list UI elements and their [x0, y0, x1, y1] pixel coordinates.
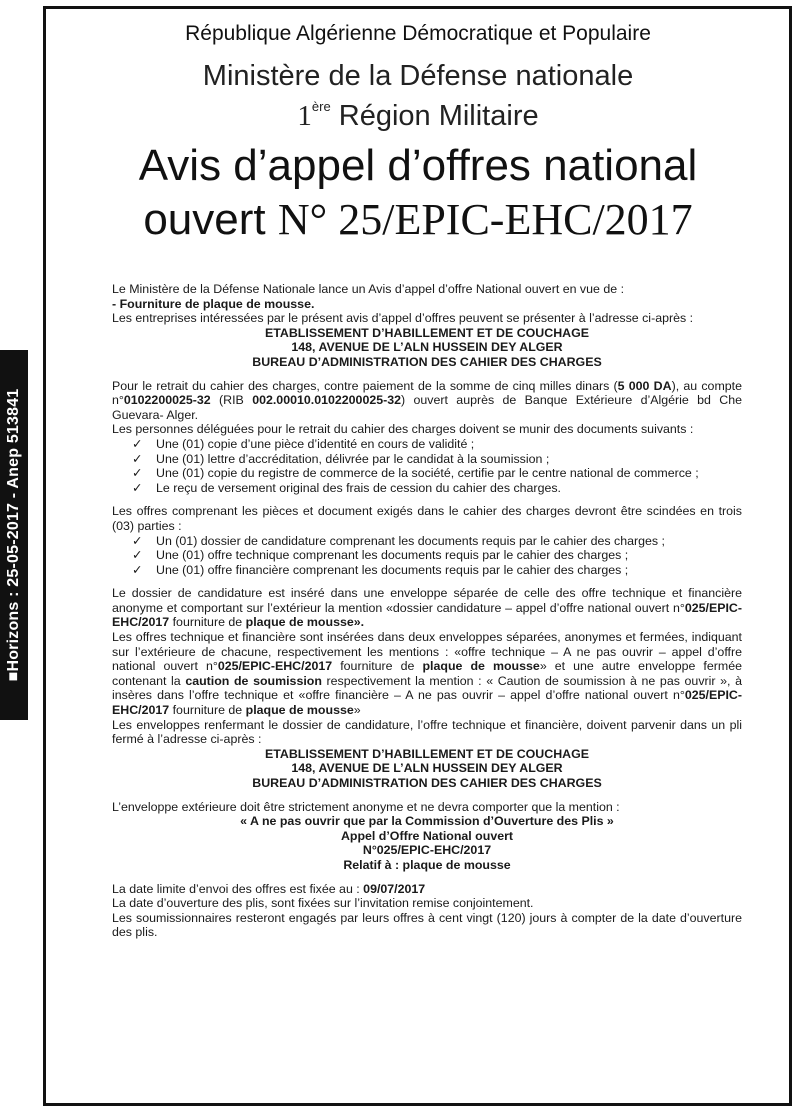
- ministry-heading: Ministère de la Défense nationale: [202, 60, 634, 92]
- region-heading: [46, 99, 790, 133]
- dossier-paragraph: Le dossier de candidature est inséré dans une enveloppe séparée de celle des offre technique et financière anonyme et comportant sur l’extérieur la mention «dossier candidature – appel d’offre national ouvert n°025/EPIC-EHC/2017 fourniture de plaque de mousse».: [112, 586, 742, 630]
- address1-line3: BUREAU D’ADMINISTRATION DES CAHIER DES CHARGES: [252, 354, 602, 369]
- offers-intro: Les offres comprenant les pièces et document exigés dans le cahier des charges devront être scindées en trois (03) parties :: [112, 504, 742, 533]
- region-number: 1: [297, 100, 312, 132]
- offres-paragraph: Les offres technique et financière sont insérées dans deux enveloppes séparées, anonymes et fermées, indiquant sur l’extérieure de chacune, respectivement les mentions : «offre technique – A ne pas ouvrir – appel d’offre national ouvert n°025/EPIC-EHC/2017 fourniture de plaque de mousse» et une autre enveloppe fermée contenant la caution de soumission respectivement la mention : « Caution de soumission à ne pas ouvrir », à insères dans l’offre technique et «offre financière – A ne pas ouvrir – appel d’offre national ouvert n°025/EPIC-EHC/2017 fourniture de plaque de mousse»: [112, 630, 742, 718]
- list-item: ✓ Une (01) copie du registre de commerce de la société, certifie par le centre national de commerce ;: [132, 466, 699, 481]
- check-icon: ✓: [132, 466, 143, 481]
- mention-line4: Relatif à : plaque de mousse: [343, 857, 511, 872]
- address-intro: Les entreprises intéressées par le présent avis d’appel d’offres peuvent se présenter à l’adresse ci-après :: [112, 311, 694, 326]
- address2-line3: BUREAU D’ADMINISTRATION DES CAHIER DES CHARGES: [252, 776, 602, 790]
- list-item: ✓ Un (01) dossier de candidature comprenant les documents requis par le cahier des charges ;: [132, 533, 665, 548]
- supply-item: - Fourniture de plaque de mousse.: [112, 296, 315, 311]
- docs-list: [112, 437, 742, 495]
- list-item: ✓ Une (01) offre financière comprenant les documents requis par le cahier des charges ;: [132, 562, 629, 577]
- check-icon: ✓: [132, 451, 143, 466]
- mention-line2: Appel d’Offre National ouvert: [340, 828, 514, 843]
- check-icon: ✓: [132, 480, 143, 495]
- check-icon: ✓: [132, 533, 143, 548]
- notice-body: [112, 282, 742, 940]
- address1-line1: ETABLISSEMENT D’HABILLEMENT ET DE COUCHAGE: [265, 325, 589, 340]
- notice-number: N° 25/EPIC-EHC/2017: [277, 195, 693, 244]
- mention-line3: N°025/EPIC-EHC/2017: [362, 843, 492, 858]
- notice-title-ouvert: ouvert: [143, 195, 278, 244]
- notice-title-line2: [46, 194, 790, 245]
- validity-line: Les soumissionnaires resteront engagés par leurs offres à cent vingt (120) jours à compter de la date d’ouverture des plis.: [112, 910, 742, 940]
- check-icon: ✓: [132, 562, 143, 577]
- region-ordinal: ère: [311, 99, 331, 114]
- region-text: Région Militaire: [330, 100, 539, 132]
- intro-paragraph: Le Ministère de la Défense Nationale lance un Avis d’appel d’offre National ouvert en vue de :: [112, 282, 625, 296]
- parts-list: [112, 534, 742, 578]
- address2-line2: 148, AVENUE DE L’ALN HUSSEIN DEY ALGER: [291, 761, 563, 776]
- exterior-paragraph: L’enveloppe extérieure doit être strictement anonyme et ne devra comporter que la mention :: [112, 799, 620, 814]
- mention-line1: « A ne pas ouvrir que par la Commission d’Ouverture des Plis »: [240, 814, 614, 829]
- check-icon: ✓: [132, 548, 143, 563]
- envelopes-paragraph: Les enveloppes renfermant le dossier de candidature, l’offre technique et financière, doivent parvenir dans un pli fermé à l’adresse ci-après :: [112, 717, 742, 747]
- notice-title-line1: Avis d’appel d’offres national: [138, 141, 698, 190]
- opening-line: La date d’ouverture des plis, sont fixées sur l’invitation remise conjointement.: [112, 896, 534, 911]
- check-icon: ✓: [132, 436, 143, 451]
- docs-intro: Les personnes déléguées pour le retrait du cahier des charges doivent se munir des documents suivants :: [112, 422, 694, 437]
- deadline-line: La date limite d’envoi des offres est fixée au : 09/07/2017: [112, 881, 426, 896]
- publication-reference: ■Horizons : 25-05-2017 - Anep 513841: [5, 388, 22, 682]
- address2-line1: ETABLISSEMENT D’HABILLEMENT ET DE COUCHAGE: [265, 746, 589, 761]
- list-item: ✓ Une (01) copie d’une pièce d’identité en cours de validité ;: [132, 436, 475, 451]
- list-item: ✓ Une (01) lettre d’accréditation, délivrée par le candidat à la soumission ;: [132, 451, 550, 466]
- retrait-paragraph: Pour le retrait du cahier des charges, contre paiement de la somme de cinq milles dinars (5 000 DA), au compte n°0102200025-32 (RIB 002.00010.0102200025-32) ouvert auprès de Banque Extérieure d’Algérie bd Che Guevara- Alger.: [112, 378, 742, 422]
- address1-line2: 148, AVENUE DE L’ALN HUSSEIN DEY ALGER: [291, 340, 563, 355]
- publication-sidebar: [0, 350, 28, 720]
- republic-heading: République Algérienne Démocratique et Populaire: [185, 22, 651, 45]
- list-item: ✓ Une (01) offre technique comprenant les documents requis par le cahier des charges ;: [132, 548, 629, 563]
- list-item: ✓ Le reçu de versement original des frais de cession du cahier des charges.: [132, 480, 561, 495]
